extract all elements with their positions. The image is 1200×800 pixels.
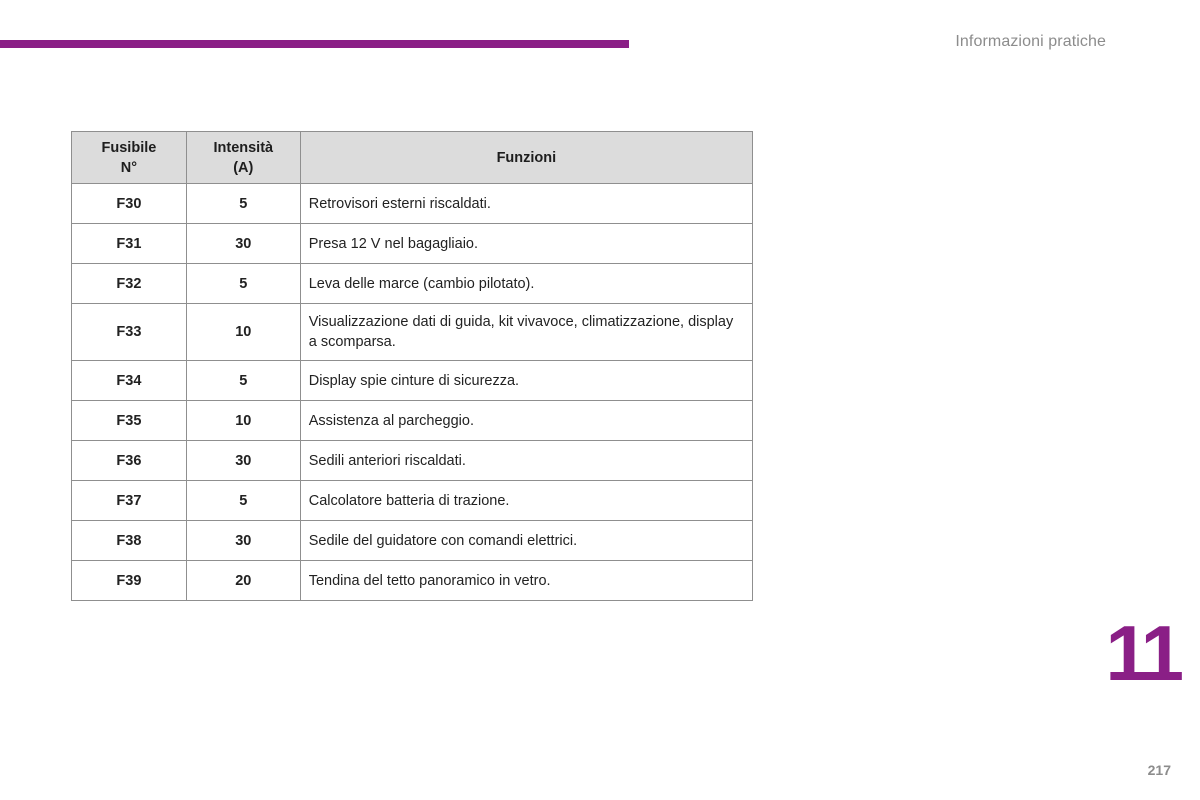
fuse-number-cell: F38 [72,521,187,561]
fuse-table [71,131,753,601]
table-row [72,561,753,601]
function-cell: Tendina del tetto panoramico in vetro. [300,561,752,601]
fuse-number-cell: F39 [72,561,187,601]
function-cell: Assistenza al parcheggio. [300,401,752,441]
function-cell: Calcolatore batteria di trazione. [300,481,752,521]
header-fuse-number [72,132,187,184]
chapter-number: 11 [1105,609,1180,697]
header-accent-bar [0,40,629,48]
page-number: 217 [1147,762,1171,778]
amperage-cell: 5 [186,481,300,521]
amperage-cell: 10 [186,401,300,441]
amperage-cell: 10 [186,304,300,361]
fuse-number-cell: F32 [72,264,187,304]
fuse-number-cell: F35 [72,401,187,441]
table-row [72,441,753,481]
table-row [72,401,753,441]
function-cell: Display spie cinture di sicurezza. [300,361,752,401]
section-title: Informazioni pratiche [955,33,1106,50]
fuse-number-cell: F30 [72,184,187,224]
table-row [72,264,753,304]
table-row [72,521,753,561]
header-amp-line2: (A) [233,159,254,176]
function-cell: Presa 12 V nel bagagliaio. [300,224,752,264]
fuse-number-cell: F31 [72,224,187,264]
amperage-cell: 30 [186,224,300,264]
function-cell: Retrovisori esterni riscaldati. [300,184,752,224]
header-fuse-line2: N° [120,159,138,176]
table-row [72,224,753,264]
fuse-number-cell: F34 [72,361,187,401]
table-header-row [72,132,753,184]
fuse-number-cell: F37 [72,481,187,521]
header-fuse-line1: Fusibile [101,139,157,156]
table-row [72,361,753,401]
header-amp-line1: Intensità [213,139,274,156]
amperage-cell: 30 [186,441,300,481]
table-row [72,184,753,224]
header-functions: Funzioni [300,132,752,184]
function-cell: Visualizzazione dati di guida, kit vivavoce, climatizzazione, display a scomparsa. [300,304,752,361]
amperage-cell: 30 [186,521,300,561]
fuse-number-cell: F36 [72,441,187,481]
function-cell: Sedile del guidatore con comandi elettrici. [300,521,752,561]
table-row [72,481,753,521]
fuse-number-cell: F33 [72,304,187,361]
amperage-cell: 5 [186,361,300,401]
function-cell: Sedili anteriori riscaldati. [300,441,752,481]
table-row [72,304,753,361]
header-amperage [186,132,300,184]
amperage-cell: 20 [186,561,300,601]
amperage-cell: 5 [186,184,300,224]
function-cell: Leva delle marce (cambio pilotato). [300,264,752,304]
amperage-cell: 5 [186,264,300,304]
